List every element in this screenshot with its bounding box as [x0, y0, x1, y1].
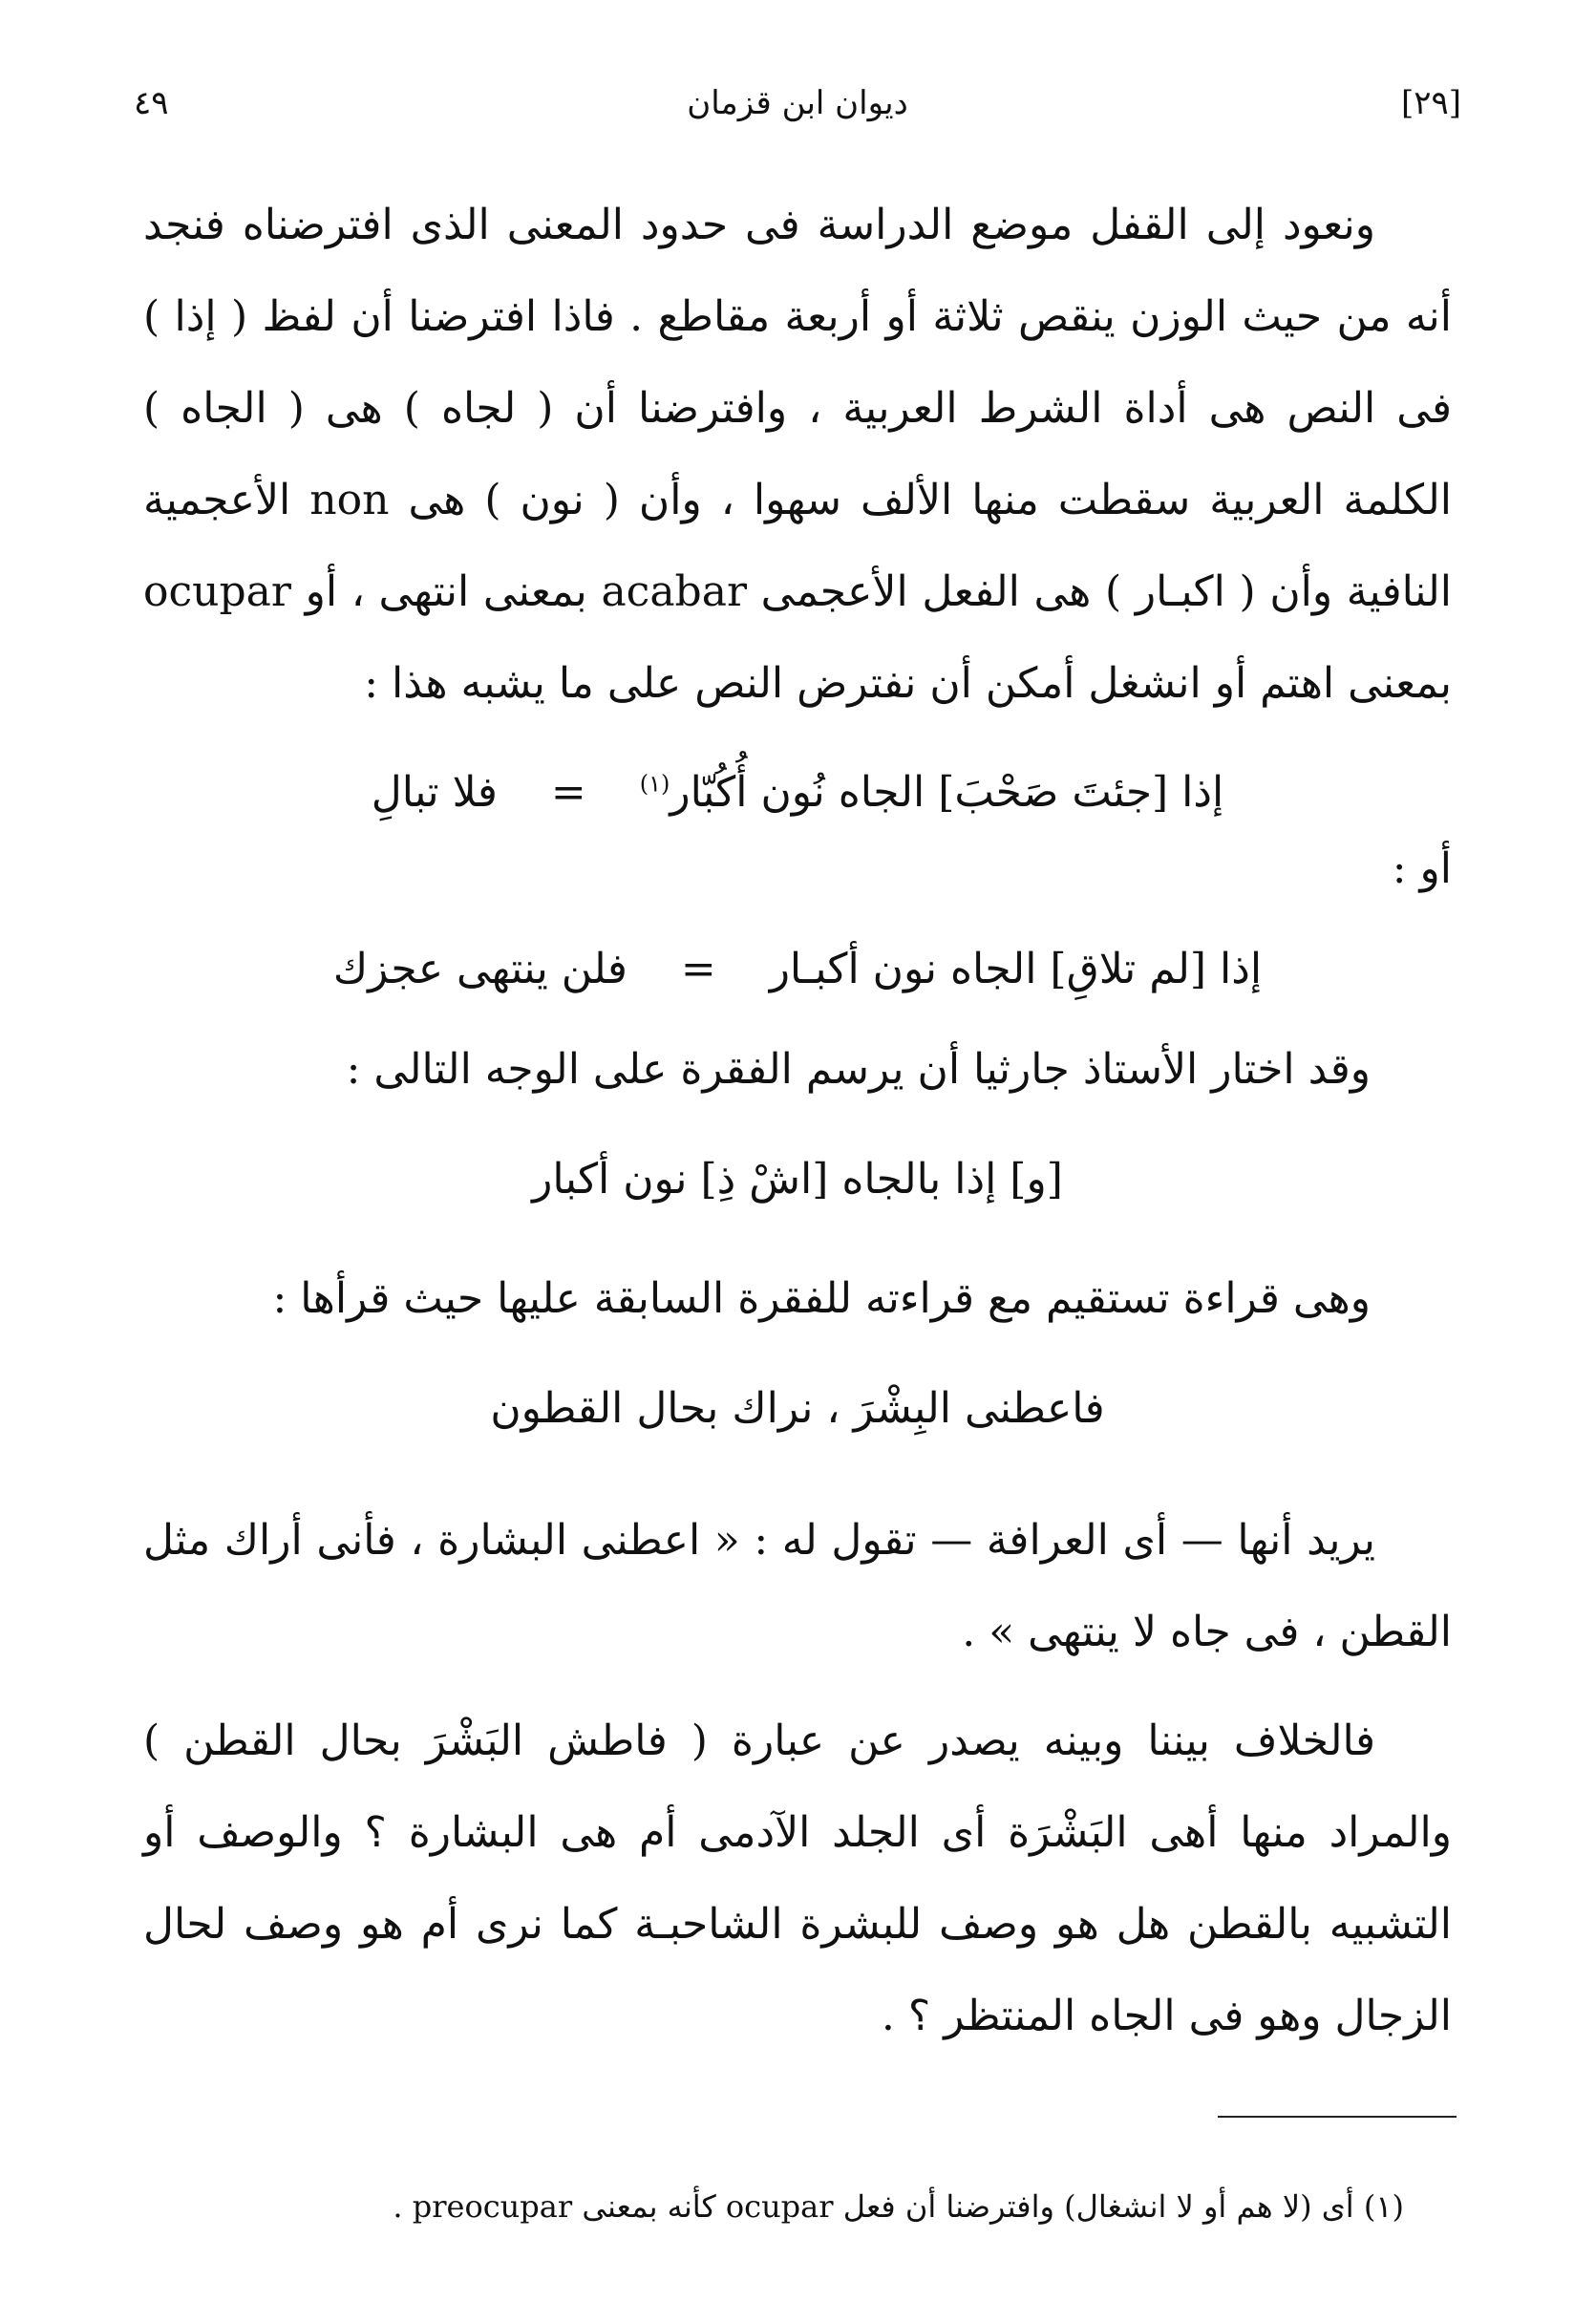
running-title: ديوان ابن قزمان: [687, 84, 908, 122]
quote-intro-2: وهى قراءة تستقيم مع قراءته للفقرة السابقة عليها حيث قرأها :: [272, 1274, 1371, 1323]
footnote-marker: (١): [639, 770, 670, 798]
paragraph-3: فالخلاف بيننا وبينه يصدر عن عبارة ( فاطش البَشْرَ بحال القطن ) والمراد منها أهى البَشْرَة أى الجلد الآدمى أم هى البشارة ؟ والوصف أو التشبيه بالقطن هل هو وصف للبشرة الشاحبـة كما نرى أم هو وصف لحال الزجال وهو فى الجاه المنتظر ؟ .: [143, 1716, 1452, 2040]
verse-2-equals: =: [680, 945, 716, 993]
verse-line-3: [و] إذا بالجاه [اشْ ذِ] نون أكبار: [532, 1155, 1063, 1204]
footnote-divider: [1218, 2116, 1457, 2118]
section-number: [٢٩]: [1400, 84, 1461, 122]
verse-1-text: إذا [جئتَ صَحْبَ] الجاه نُون أُكُبّار: [670, 768, 1224, 817]
verse-1-equals: =: [550, 768, 586, 817]
or-label: أو :: [1392, 844, 1452, 893]
paragraph-2: يريد أنها — أى العرافة — تقول له : « اعطنى البشارة ، فأنى أراك مثل القطن ، فى جاه لا ينتهى » .: [143, 1516, 1452, 1656]
paragraph-1: ونعود إلى القفل موضع الدراسة فى حدود المعنى الذى افترضناه فنجد أنه من حيث الوزن ينقص ثلاثة أو أربعة مقاطع . فاذا افترضنا أن لفظ ( إذا ) فى النص هى أداة الشرط العربية ، وافترضنا أن ( لجاه ) هى ( الجاه ) الكلمة العربية سقطت منها الألف سهوا ، وأن ( نون ) هى non الأعجمية النافية وأن ( اكبـار ) هى الفعل الأعجمى acabar بمعنى انتهى ، أو ocupar بمعنى اهتم أو انشغل أمكن أن نفترض النص على ما يشبه هذا :: [143, 201, 1453, 708]
quote-intro-1: وقد اختار الأستاذ جارثيا أن يرسم الفقرة على الوجه التالى :: [346, 1045, 1371, 1094]
verse-line-2: [143, 931, 1452, 1008]
verse-2-text: إذا [لم تلاقِ] الجاه نون أكبـار: [769, 945, 1263, 993]
verse-1-result: فلا تبالِ: [371, 768, 498, 817]
verse-line-4: فاعطنى البِشْرَ ، نراك بحال القطون: [490, 1384, 1105, 1433]
verse-2-result: فلن ينتهى عجزك: [332, 945, 627, 993]
page-number: ٤٩: [134, 84, 169, 122]
verse-line-1: [143, 755, 1452, 831]
page-header: [124, 84, 1471, 141]
footnote: (١) أى (لا هم أو لا انشغال) وافترضنا أن فعل ocupar كأنه بمعنى preocupar .: [393, 2188, 1404, 2225]
